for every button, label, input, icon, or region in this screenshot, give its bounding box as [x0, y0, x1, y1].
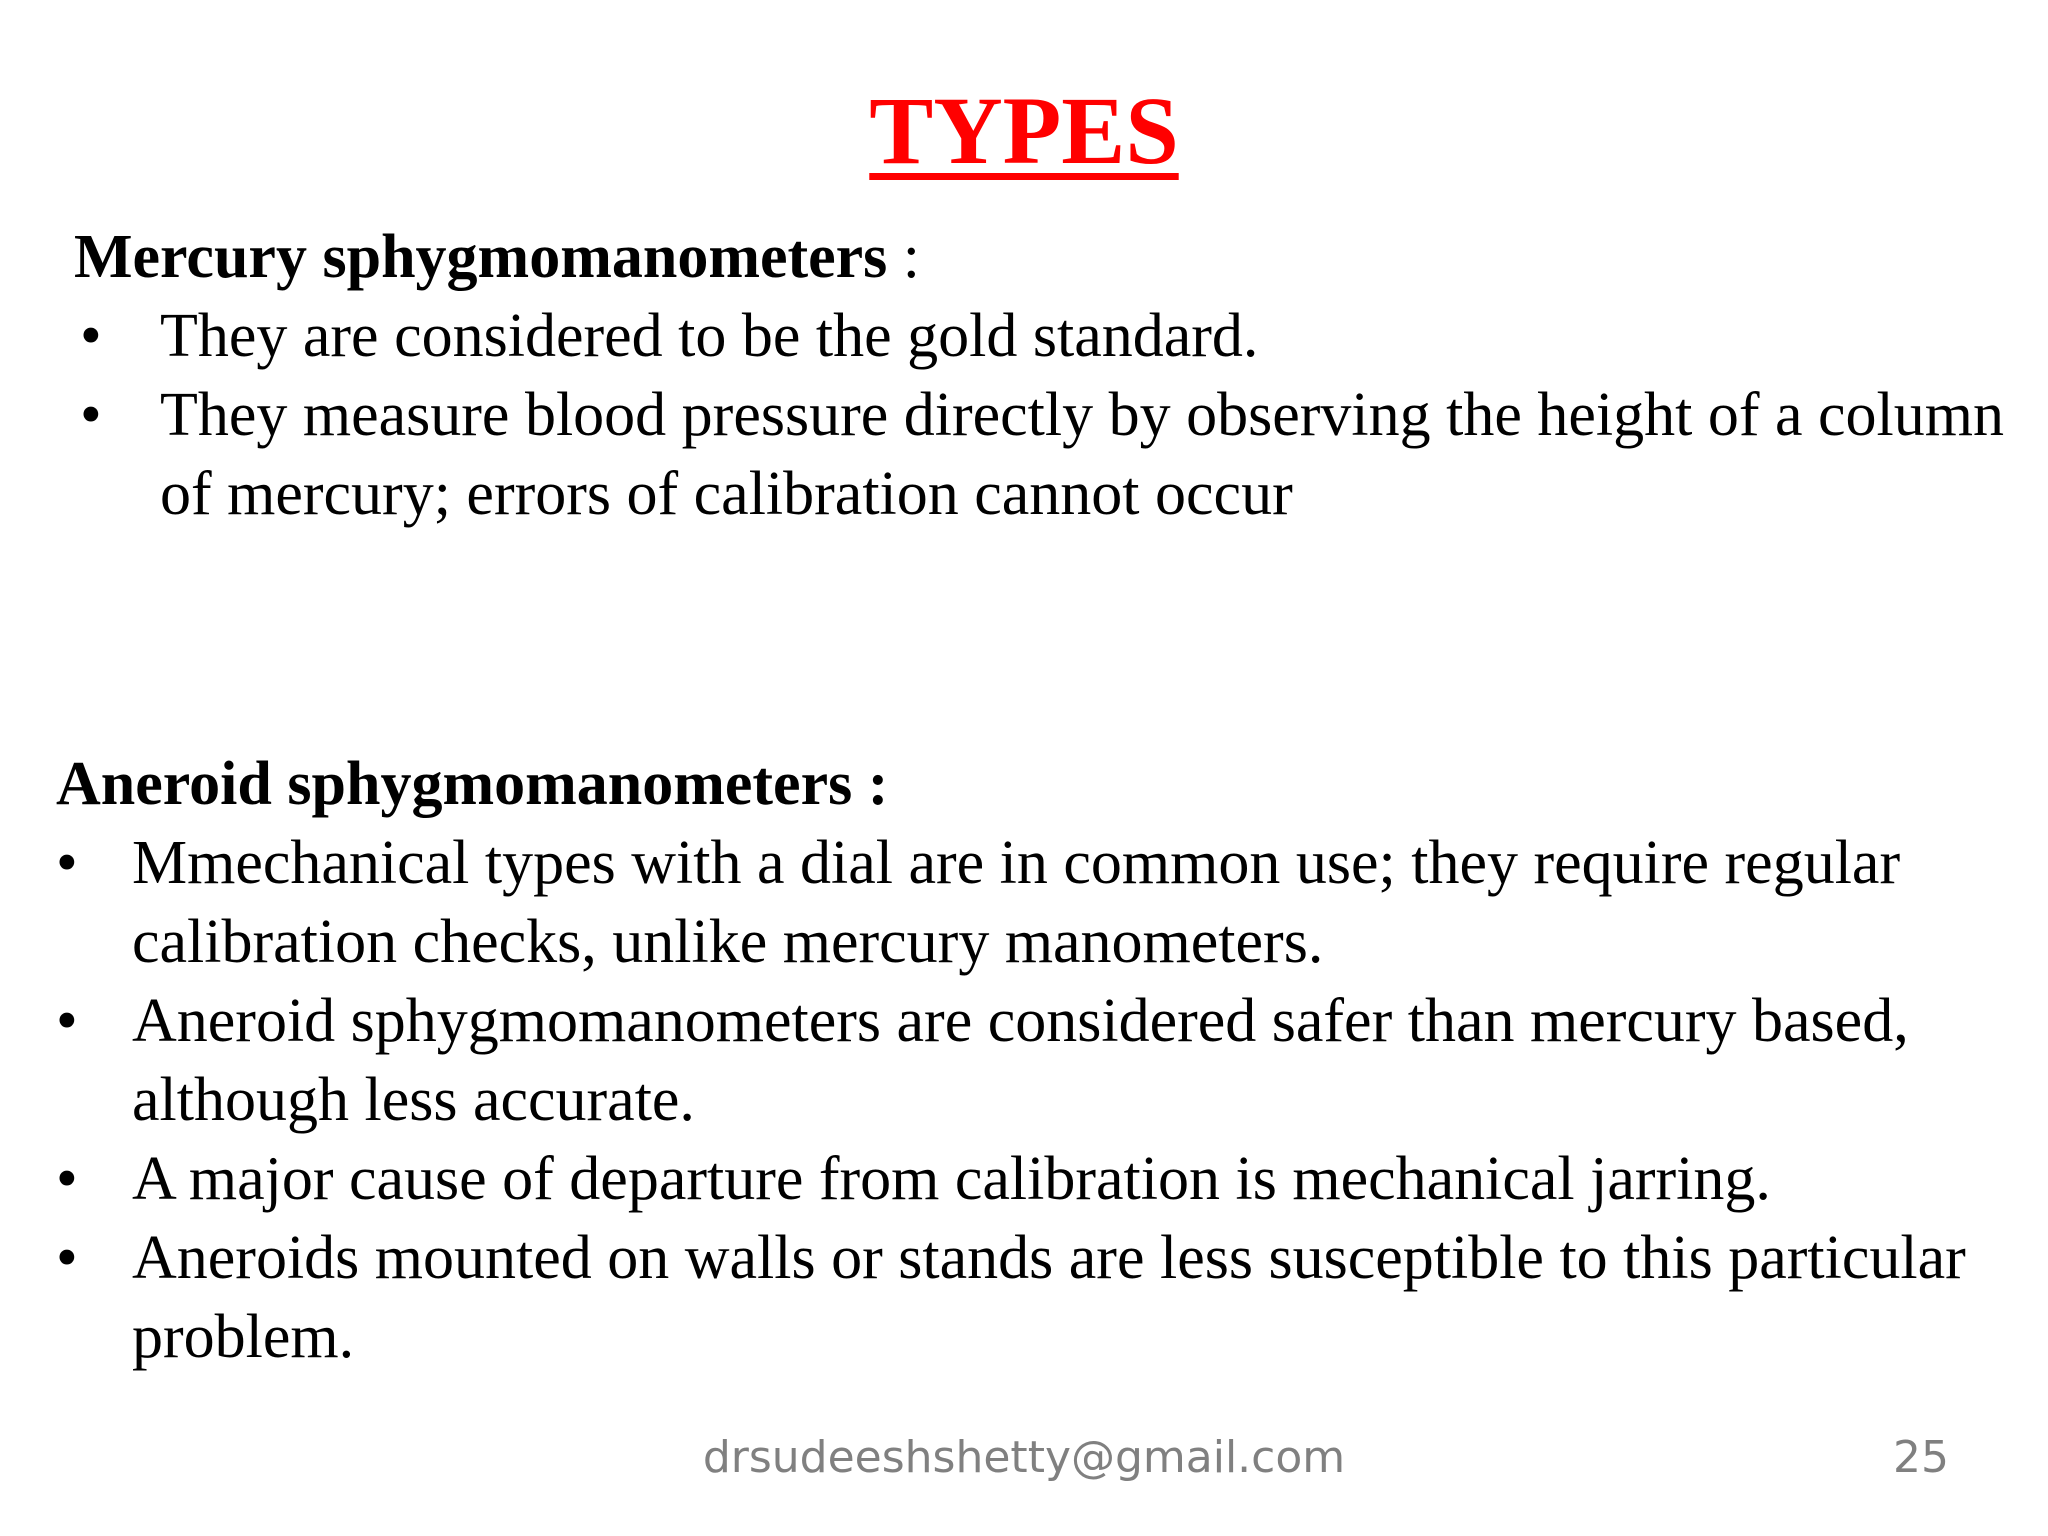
- heading-colon: :: [887, 223, 921, 291]
- list-item-text: A major cause of departure from calibration is mechanical jarring.: [132, 1145, 1771, 1213]
- bullet-list: [56, 824, 2016, 1377]
- list-item-text: Aneroid sphygmomanometers are considered safer than mercury based, although less accurate.: [132, 987, 1909, 1134]
- list-item-text: They are considered to be the gold standard.: [160, 302, 1259, 370]
- section-heading: [74, 218, 2014, 297]
- section-heading-text: Aneroid sphygmomanometers: [56, 750, 853, 818]
- bullet-icon: •: [56, 829, 78, 897]
- list-item: [56, 1219, 2016, 1377]
- bullet-icon: •: [56, 987, 78, 1055]
- list-item: [56, 824, 2016, 982]
- footer-email: drsudeeshshetty@gmail.com: [702, 1432, 1346, 1483]
- list-item-text: Aneroids mounted on walls or stands are less susceptible to this particular problem.: [132, 1224, 1966, 1371]
- bullet-icon: •: [80, 381, 102, 449]
- list-item: [56, 1140, 2016, 1219]
- bullet-list: [74, 297, 2014, 534]
- section-heading: [56, 745, 2016, 824]
- slide-title: TYPES: [869, 77, 1179, 184]
- section-mercury: [74, 218, 2014, 534]
- list-item: [74, 297, 2014, 376]
- list-item: [74, 376, 2014, 534]
- list-item-text: Mmechanical types with a dial are in common use; they require regular calibration checks, unlike mercury manometers.: [132, 829, 1901, 976]
- bullet-icon: •: [56, 1224, 78, 1292]
- list-item: [56, 982, 2016, 1140]
- page-number: 25: [1893, 1432, 1949, 1483]
- bullet-icon: •: [56, 1145, 78, 1213]
- heading-colon: :: [852, 750, 889, 818]
- section-heading-text: Mercury sphygmomanometers: [74, 223, 888, 291]
- bullet-icon: •: [80, 302, 102, 370]
- section-aneroid: [56, 745, 2016, 1377]
- list-item-text: They measure blood pressure directly by observing the height of a column of mercury; errors of calibration cannot occur: [160, 381, 2004, 528]
